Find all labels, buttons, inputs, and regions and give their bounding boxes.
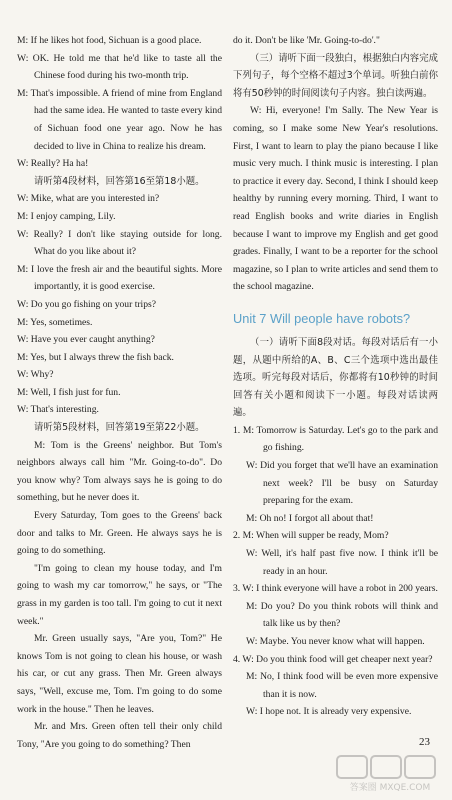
- right-column-top: [233, 32, 438, 296]
- left-paragraph: "I'm going to clean my house today, and I'm going to wash my car tomorrow," he says, or "The grass in my garden is too tall. I'm going to cut it next week.": [17, 562, 222, 627]
- left-paragraph: W: Really? I don't like staying outside for long. What do you like about it?: [17, 228, 222, 258]
- right-bottom-paragraph: W: Well, it's half past five now. I think it'll be ready in an hour.: [246, 548, 438, 577]
- left-paragraph: M: Yes, sometimes.: [17, 316, 93, 328]
- right-bottom-paragraph: 3. W: I think everyone will have a robot in 200 years.: [233, 583, 438, 595]
- page-number: 23: [419, 736, 430, 748]
- left-paragraph: W: OK. He told me that he'd like to taste all the Chinese food during his two-month trip.: [17, 52, 222, 82]
- left-paragraph: M: I enjoy camping, Lily.: [17, 210, 116, 222]
- right-column: [233, 32, 438, 721]
- left-paragraph: M: I love the fresh air and the beautiful sights. More importantly, it is good exercise.: [17, 263, 222, 293]
- right-bottom-paragraph: M: No, I think food will be even more expensive than it is now.: [246, 671, 438, 700]
- left-paragraph: M: Well, I fish just for fun.: [17, 386, 121, 398]
- watermark-text: 答案圈 MXQE.COM: [349, 783, 431, 793]
- left-paragraph: Every Saturday, Tom goes to the Greens' back door and talks to Mr. Green. He always says he is going to do something.: [17, 510, 222, 557]
- left-paragraph: W: Why?: [17, 369, 54, 381]
- right-bottom-paragraph: M: Oh no! I forgot all about that!: [246, 512, 374, 524]
- right-top-paragraph: （三）请听下面一段独白，根据独白内容完成下列句子，每个空格不超过3个单词。听独白前你将有50秒钟的时间阅读句子内容。独白读两遍。: [233, 52, 438, 99]
- left-paragraph: M: Tom is the Greens' neighbor. But Tom's neighbors always call him "Mr. Going-to-do". Do you know why? Tom always says he is going to do something, but he never does it.: [17, 439, 222, 504]
- left-paragraph: W: Have you ever caught anything?: [17, 334, 155, 346]
- right-bottom-paragraph: （一）请听下面8段对话。每段对话后有一小题，从题中所给的A、B、C三个选项中选出最佳选项。听完每段对话后，你都将有10秒钟的时间回答有关小题和阅读下一小题。每段对话读两遍。: [233, 336, 438, 419]
- left-paragraph: 请听第4段材料，回答第16至第18小题。: [34, 175, 205, 187]
- right-bottom-paragraph: 2. M: When will supper be ready, Mom?: [233, 530, 389, 542]
- left-paragraph: Mr. and Mrs. Green often tell their only child Tony, "Are you going to do something? Then: [17, 721, 222, 750]
- right-column-bottom: [233, 334, 438, 721]
- right-bottom-paragraph: W: Maybe. You never know what will happen.: [246, 636, 425, 647]
- right-bottom-paragraph: 1. M: Tomorrow is Saturday. Let's go to the park and go fishing.: [233, 424, 438, 454]
- right-bottom-paragraph: 4. W: Do you think food will get cheaper next year?: [233, 653, 433, 665]
- watermark-logo: [335, 754, 445, 794]
- right-bottom-paragraph: W: Did you forget that we'll have an examination next week? I'll be busy on Saturday preparing for the exam.: [246, 460, 438, 507]
- left-paragraph: W: Do you go fishing on your trips?: [17, 298, 157, 310]
- left-paragraph: M: Yes, but I always threw the fish back.: [17, 351, 174, 363]
- left-paragraph: W: Really? Ha ha!: [17, 158, 89, 170]
- left-paragraph: M: If he likes hot food, Sichuan is a good place.: [17, 35, 202, 46]
- right-bottom-paragraph: M: Do you? Do you think robots will think and talk like us by then?: [246, 600, 438, 630]
- left-paragraph: W: Mike, what are you interested in?: [17, 193, 160, 205]
- unit-heading: Unit 7 Will people have robots?: [233, 310, 411, 326]
- left-paragraph: Mr. Green usually says, "Are you, Tom?" He knows Tom is not going to clean his house, or wash his car, or cut any grass. Then Mr. Green always says, "Well, excuse me, Tom. I'm going to do some work in the house." Then he leaves.: [17, 633, 222, 715]
- left-paragraph: 请听第5段材料，回答第19至第22小题。: [34, 422, 205, 434]
- left-column: [17, 32, 222, 753]
- left-paragraph: W: That's interesting.: [17, 404, 99, 416]
- left-paragraph: M: That's impossible. A friend of mine from England had the same idea. He wanted to taste every kind of Sichuan food one year ago. Now he has decided to live in China to realize his dream.: [17, 87, 222, 152]
- right-bottom-paragraph: W: I hope not. It is already very expensive.: [246, 706, 412, 718]
- right-top-paragraph: do it. Don't be like 'Mr. Going-to-do'.": [233, 35, 380, 46]
- right-top-paragraph: W: Hi, everyone! I'm Sally. The New Year is coming, so I make some New Year's resolutions. First, I want to learn to play the piano because I like music very much. I think music is interesting. I plan to practice it every day. Second, I think I should keep healthy by running every morning. Third, I want to read English books and write diaries in English because I want to improve my English and get good grades. Finally, I want to be a reporter for the school magazine, so I plan to write articles and send them to the school magazine.: [233, 105, 438, 293]
